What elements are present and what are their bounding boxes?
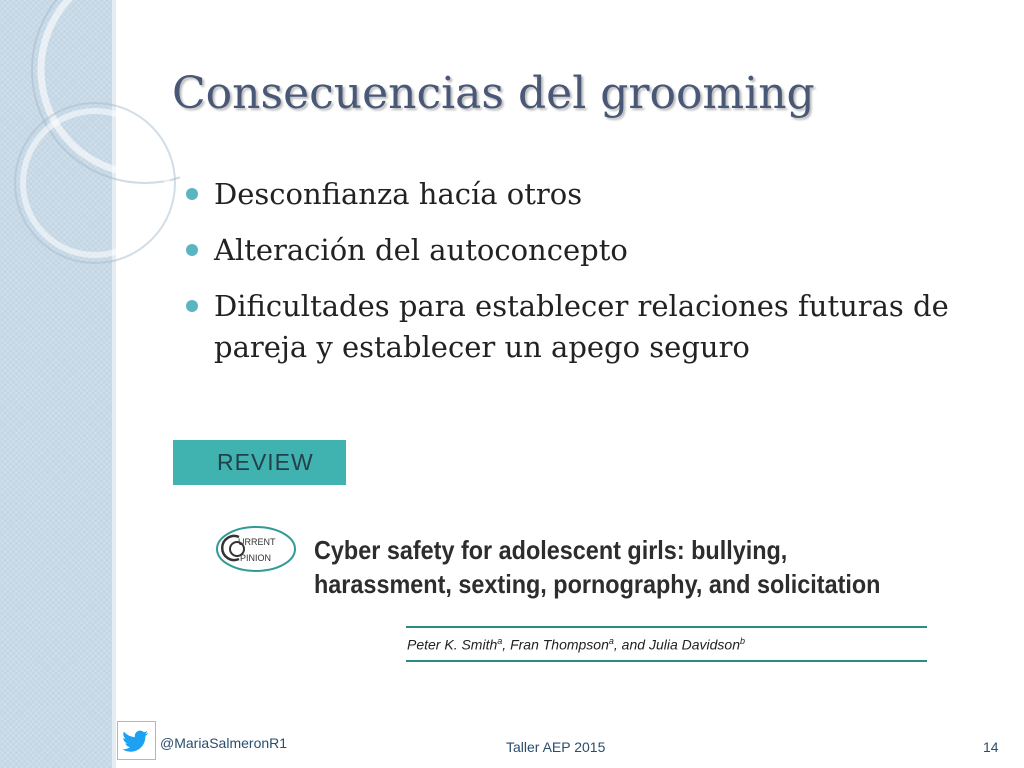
svg-text:URRENT: URRENT [238, 537, 276, 547]
top-rule [406, 626, 927, 628]
footer-event: Taller AEP 2015 [506, 739, 606, 755]
review-label: REVIEW [217, 449, 314, 475]
bottom-rule [406, 660, 927, 662]
author-affiliation: a [608, 636, 614, 646]
bullet-list [186, 174, 986, 383]
paper-title-line: harassment, sexting, pornography, and solicitation [314, 569, 881, 599]
bullet-text: Alteración del autoconcepto [214, 233, 628, 267]
bullet-item [186, 174, 986, 215]
author-separator: , and [613, 636, 649, 653]
bullet-item [186, 286, 986, 368]
current-opinion-logo-icon [215, 521, 301, 577]
svg-text:PINION: PINION [240, 553, 272, 563]
bullet-dot-icon [186, 300, 198, 312]
bullet-text: Desconfianza hacía otros [214, 177, 583, 211]
twitter-handle[interactable]: @MariaSalmeronR1 [160, 735, 288, 751]
bullet-text: Dificultades para establecer relaciones futuras de pareja y establecer un apego seguro [214, 289, 949, 364]
paper-title-line: Cyber safety for adolescent girls: bullying, [314, 535, 788, 565]
page-number: 14 [983, 739, 999, 755]
paper-title [314, 533, 880, 601]
author-name: Julia Davidson [648, 636, 740, 653]
author-name: Fran Thompson [510, 636, 609, 653]
author-list [407, 636, 745, 653]
author-affiliation: a [497, 636, 503, 646]
author-separator: , [502, 636, 511, 653]
bullet-item [186, 230, 986, 271]
author-name: Peter K. Smith [407, 636, 498, 653]
slide-title: Consecuencias del grooming [172, 68, 815, 119]
decorative-rings [0, 0, 180, 300]
review-banner [173, 440, 346, 485]
twitter-bird-icon [118, 722, 155, 759]
author-affiliation: b [740, 636, 746, 646]
bullet-dot-icon [186, 244, 198, 256]
bullet-dot-icon [186, 188, 198, 200]
twitter-icon-box[interactable] [117, 721, 156, 760]
